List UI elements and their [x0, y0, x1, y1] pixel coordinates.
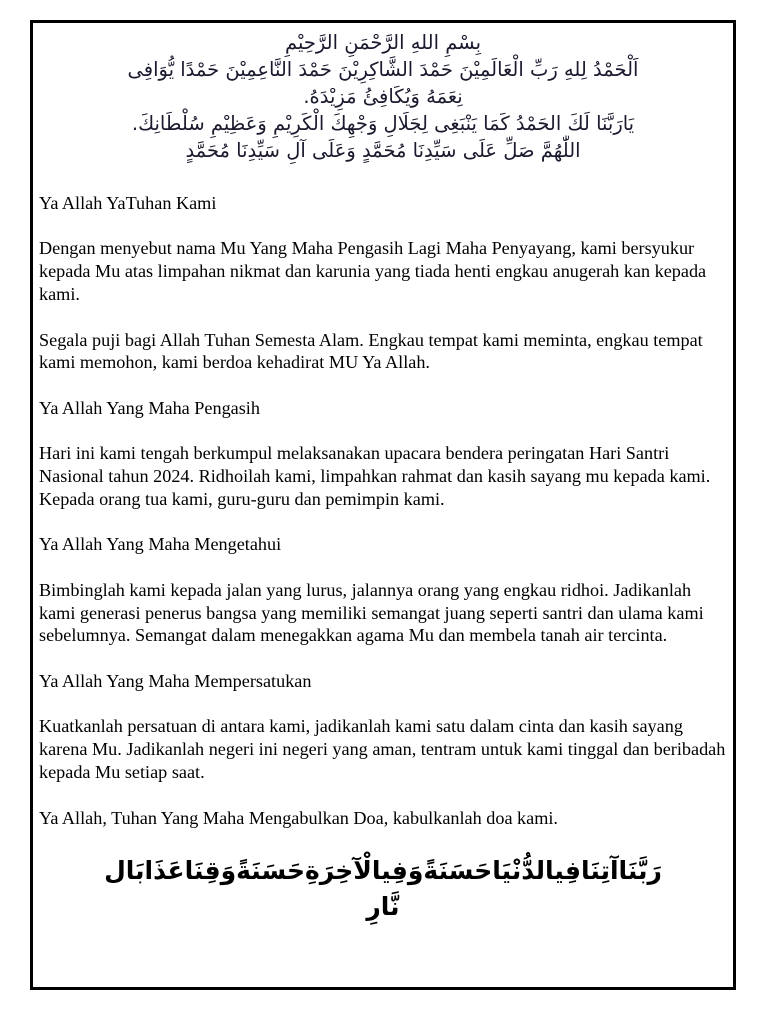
- hamdalah-line-2: نِعَمَهُ وَيُكَافِئُ مَزِيْدَهُ.: [303, 85, 463, 108]
- prayer-paragraph: Segala puji bagi Allah Tuhan Semesta Alam. Engkau tempat kami meminta, engkau tempat kami memohon, kami berdoa kehadirat MU Ya Allah.: [39, 329, 703, 373]
- hamdalah-line-1: اَلْحَمْدُ لِلهِ رَبِّ الْعَالَمِيْنَ حَمْدَ الشَّاكِرِيْنَ حَمْدَ النَّاعِمِيْنَ حَمْدًا يُّوَافِى: [127, 58, 639, 81]
- closing-line-1: رَبَّنَاآتِنَافِيالدُّنْيَاحَسَنَةًوَفِيالْآخِرَةِحَسَنَةًوَقِنَاعَذَابَال: [104, 856, 662, 886]
- invocation-heading: Ya Allah Yang Maha Pengasih: [39, 397, 260, 418]
- shalawat-line: اللّٰهُمَّ صَلِّ عَلَى سَيِّدِنَا مُحَمَّدٍ وَعَلَى آلِ سَيِّدِنَا مُحَمَّدٍ: [185, 139, 581, 162]
- invocation-heading: Ya Allah YaTuhan Kami: [39, 193, 217, 213]
- prayer-paragraph: Hari ini kami tengah berkumpul melaksanakan upacara bendera peringatan Hari Santri Nasional tahun 2024. Ridhoilah kami, limpahkan rahmat dan kasih sayang mu kepada kami. Kepada orang tua kami, guru-guru dan pemimpin kami.: [39, 443, 711, 509]
- arabic-closing-prayer: [39, 853, 727, 925]
- prayer-paragraph: Kuatkanlah persatuan di antara kami, jadikanlah kami satu dalam cinta dan kasih sayang karena Mu. Jadikanlah negeri ini negeri yang aman, tentram untuk kami tinggal dan beribadah kepada Mu setiap saat.: [39, 716, 726, 783]
- prayer-paragraph: Bimbinglah kami kepada jalan yang lurus, jalannya orang yang engkau ridhoi. Jadikanlah kami generasi penerus bangsa yang memiliki semangat juang seperti santri dan ulama kami sebelumnya. Semangat dalam menegakkan agama Mu dan membela tanah air tercinta.: [39, 579, 704, 646]
- document-frame: [30, 20, 736, 990]
- prayer-body: [39, 192, 727, 829]
- arabic-opening: [39, 29, 727, 164]
- hamdalah-line-3: يَارَبَّنَا لَكَ الحَمْدُ كَمَا يَنْبَغِى لِجَلَالِ وَجْهِكَ الْكَرِيْمِ وَعَظِيْمِ سُلْطَانِكَ.: [131, 112, 635, 135]
- invocation-heading: Ya Allah Yang Maha Mengetahui: [39, 534, 282, 555]
- invocation-heading: Ya Allah Yang Maha Mempersatukan: [39, 670, 312, 691]
- prayer-paragraph: Dengan menyebut nama Mu Yang Maha Pengasih Lagi Maha Penyayang, kami bersyukur kepada Mu atas limpahan nikmat dan karunia yang tiada henti engkau anugerah kan kepada kami.: [39, 238, 707, 305]
- basmala: بِسْمِ اللهِ الرَّحْمَنِ الرَّحِيْمِ: [285, 31, 481, 54]
- closing-line-2: نَّارِ: [366, 892, 400, 922]
- closing-invocation: Ya Allah, Tuhan Yang Maha Mengabulkan Doa, kabulkanlah doa kami.: [39, 807, 558, 828]
